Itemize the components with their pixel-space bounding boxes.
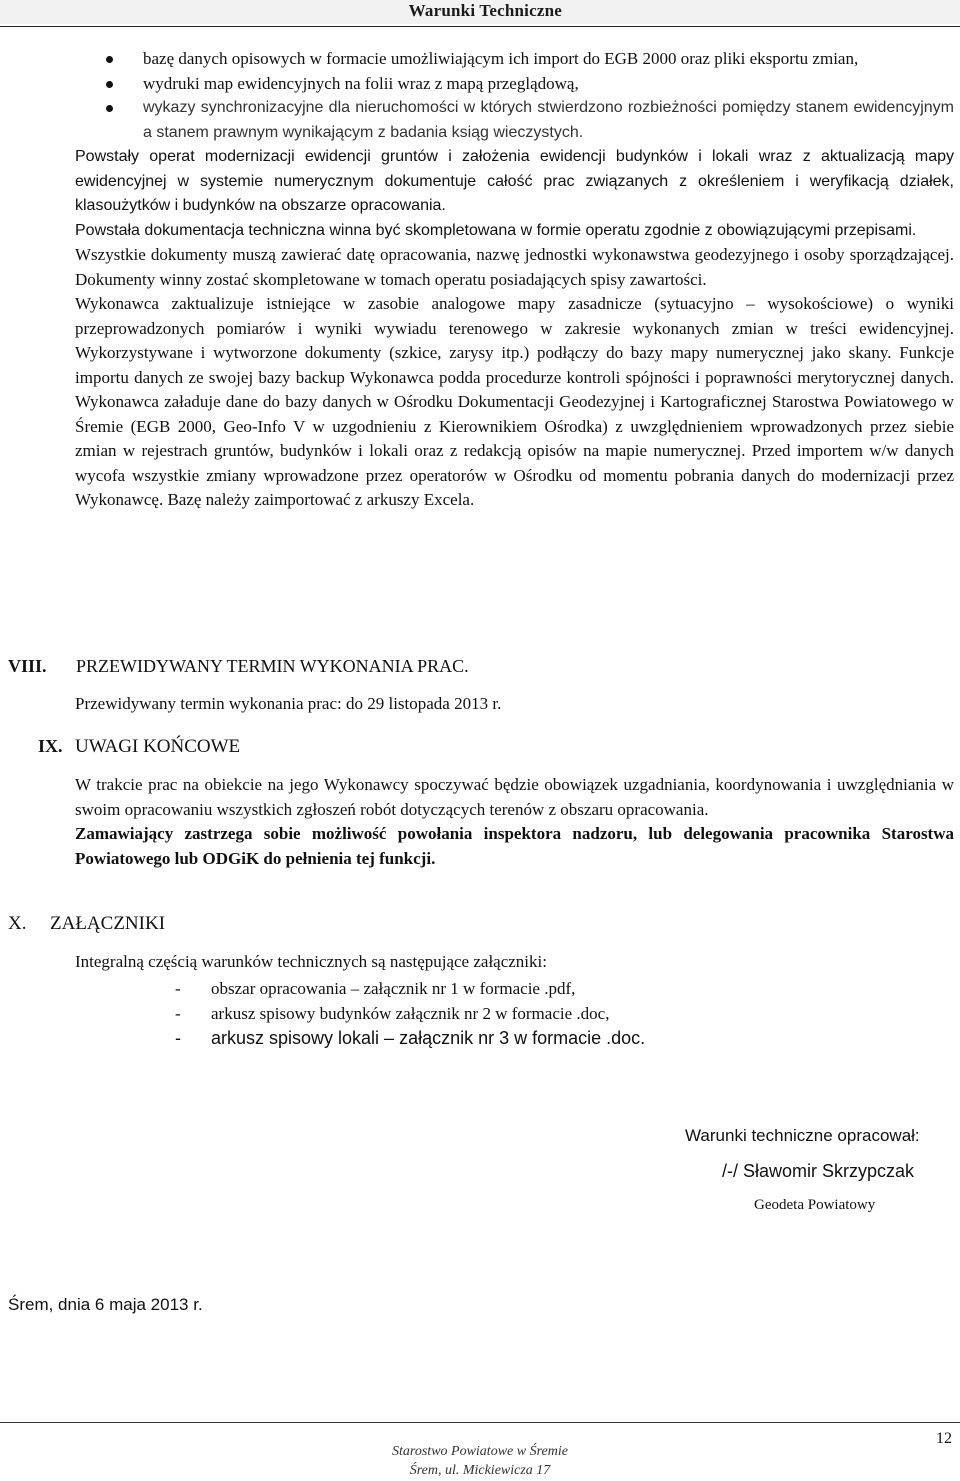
place-date: Śrem, dnia 6 maja 2013 r. <box>8 1295 203 1314</box>
section-ix-number: IX. <box>38 736 63 756</box>
section-x-title: ZAŁĄCZNIKI <box>50 913 166 934</box>
section-x-number: X. <box>8 913 27 934</box>
paragraph-operat: Powstały operat modernizacji ewidencji gruntów i założenia ewidencji budynków i lokali wraz z aktualizacją mapy ewidencyjnej w systemie numerycznym dokumentuje całość prac związanych z określeniem i weryfikacją działek, klasoużytków i budynków na obszarze opracowania. <box>75 148 954 214</box>
signature-label: Warunki techniczne opracował: <box>685 1126 920 1145</box>
page-number: 12 <box>936 1430 952 1447</box>
footer-line-1: Starostwo Powiatowe w Śremie <box>392 1444 568 1459</box>
signature-role: Geodeta Powiatowy <box>754 1197 876 1213</box>
main-content <box>75 47 954 513</box>
attachment-item: - arkusz spisowy budynków załącznik nr 2 w formacie .doc, <box>175 1004 610 1023</box>
attachment-item: - obszar opracowania – załącznik nr 1 w formacie .pdf, <box>175 979 576 998</box>
footer-rule <box>0 1422 960 1423</box>
section-ix-text: W trakcie prac na obiekcie na jego Wykonawcy spoczywać będzie obowiązek uzgadniania, koordynowania i uwzględniania w swoim opracowaniu wszystkich zgłoszeń robót dotyczących terenów z obszaru opracowania. <box>75 775 954 819</box>
paragraph-documentation: Powstała dokumentacja techniczna winna być skompletowana w formie operatu zgodnie z obowiązującymi przepisami. <box>75 221 917 239</box>
section-ix-bold-text: Zamawiający zastrzega sobie możliwość powołania inspektora nadzoru, lub delegowania pracownika Starostwa Powiatowego lub ODGiK do pełnienia tej funkcji. <box>75 824 954 868</box>
bullet-dot-icon <box>106 81 113 88</box>
bullet-item: wydruki map ewidencyjnych na folii wraz z mapą przeglądową, <box>75 72 954 97</box>
footer-line-2: Śrem, ul. Mickiewicza 17 <box>409 1463 551 1478</box>
page-header-title: Warunki Techniczne <box>408 1 562 20</box>
bullet-list <box>75 47 954 145</box>
bullet-dot-icon <box>106 105 113 112</box>
signature-name: /-/ Sławomir Skrzypczak <box>722 1161 915 1181</box>
section-viii-number: VIII. <box>8 656 47 676</box>
section-viii-title: PRZEWIDYWANY TERMIN WYKONANIA PRAC. <box>76 656 469 676</box>
paragraph-contractor: Wykonawca zaktualizuje istniejące w zasobie analogowe mapy zasadnicze (sytuacyjno – wysokościowe) o wyniki przeprowadzonych pomiarów i wyniki wywiadu terenowego w zakresie wykonanych zmian w treści ewidencyjnej. Wykorzystywane i wytworzone dokumenty (szkice, zarysy itp.) podłączy do bazy mapy numerycznej jako skany. Funkcje importu danych ze swojej bazy backup Wykonawca podda procedurze kontroli spójności i poprawności merytorycznej danych. Wykonawca załaduje dane do bazy danych w Ośrodku Dokumentacji Geodezyjnej i Kartograficznej Starostwa Powiatowego w Śremie (EGB 2000, Geo-Info V w uzgodnieniu z Kierownikiem Ośrodka) z uwzględnieniem wprowadzonych przez siebie zmian w rejestrach gruntów, budynków i lokali oraz z redakcją opisów na mapie numerycznej. Przed importem w/w danych wycofa wszystkie zmiany wprowadzone przez operatorów w Ośrodku od momentu pobrania danych do modernizacji przez Wykonawcę. Bazę należy zaimportować z arkuszy Excela. <box>75 294 954 509</box>
bullet-dot-icon <box>106 56 113 63</box>
bullet-item: bazę danych opisowych w formacie umożliwiającym ich import do EGB 2000 oraz pliki eksportu zmian, <box>75 47 954 72</box>
paragraph-documents: Wszystkie dokumenty muszą zawierać datę opracowania, nazwę jednostki wykonawstwa geodezyjnego i osoby sporządzającej. Dokumenty winny zostać skompletowane w tomach operatu posiadających spisy zawartości. <box>75 245 954 289</box>
bullet-item: wykazy synchronizacyjne dla nieruchomości w których stwierdzono rozbieżności pomiędzy stanem ewidencyjnym a stanem prawnym wynikającym z badania ksiąg wieczystych. <box>75 96 954 145</box>
attachments-list <box>175 976 645 1051</box>
header-rule <box>0 26 960 27</box>
section-viii-text: Przewidywany termin wykonania prac: do 29 listopada 2013 r. <box>75 694 502 713</box>
section-ix-body <box>75 773 954 871</box>
attachment-item: - arkusz spisowy lokali – załącznik nr 3 w formacie .doc. <box>175 1028 646 1048</box>
section-ix-title: UWAGI KOŃCOWE <box>75 736 241 757</box>
section-x-intro: Integralną częścią warunków technicznych są następujące załączniki: <box>75 952 547 971</box>
page-footer <box>0 1442 960 1480</box>
